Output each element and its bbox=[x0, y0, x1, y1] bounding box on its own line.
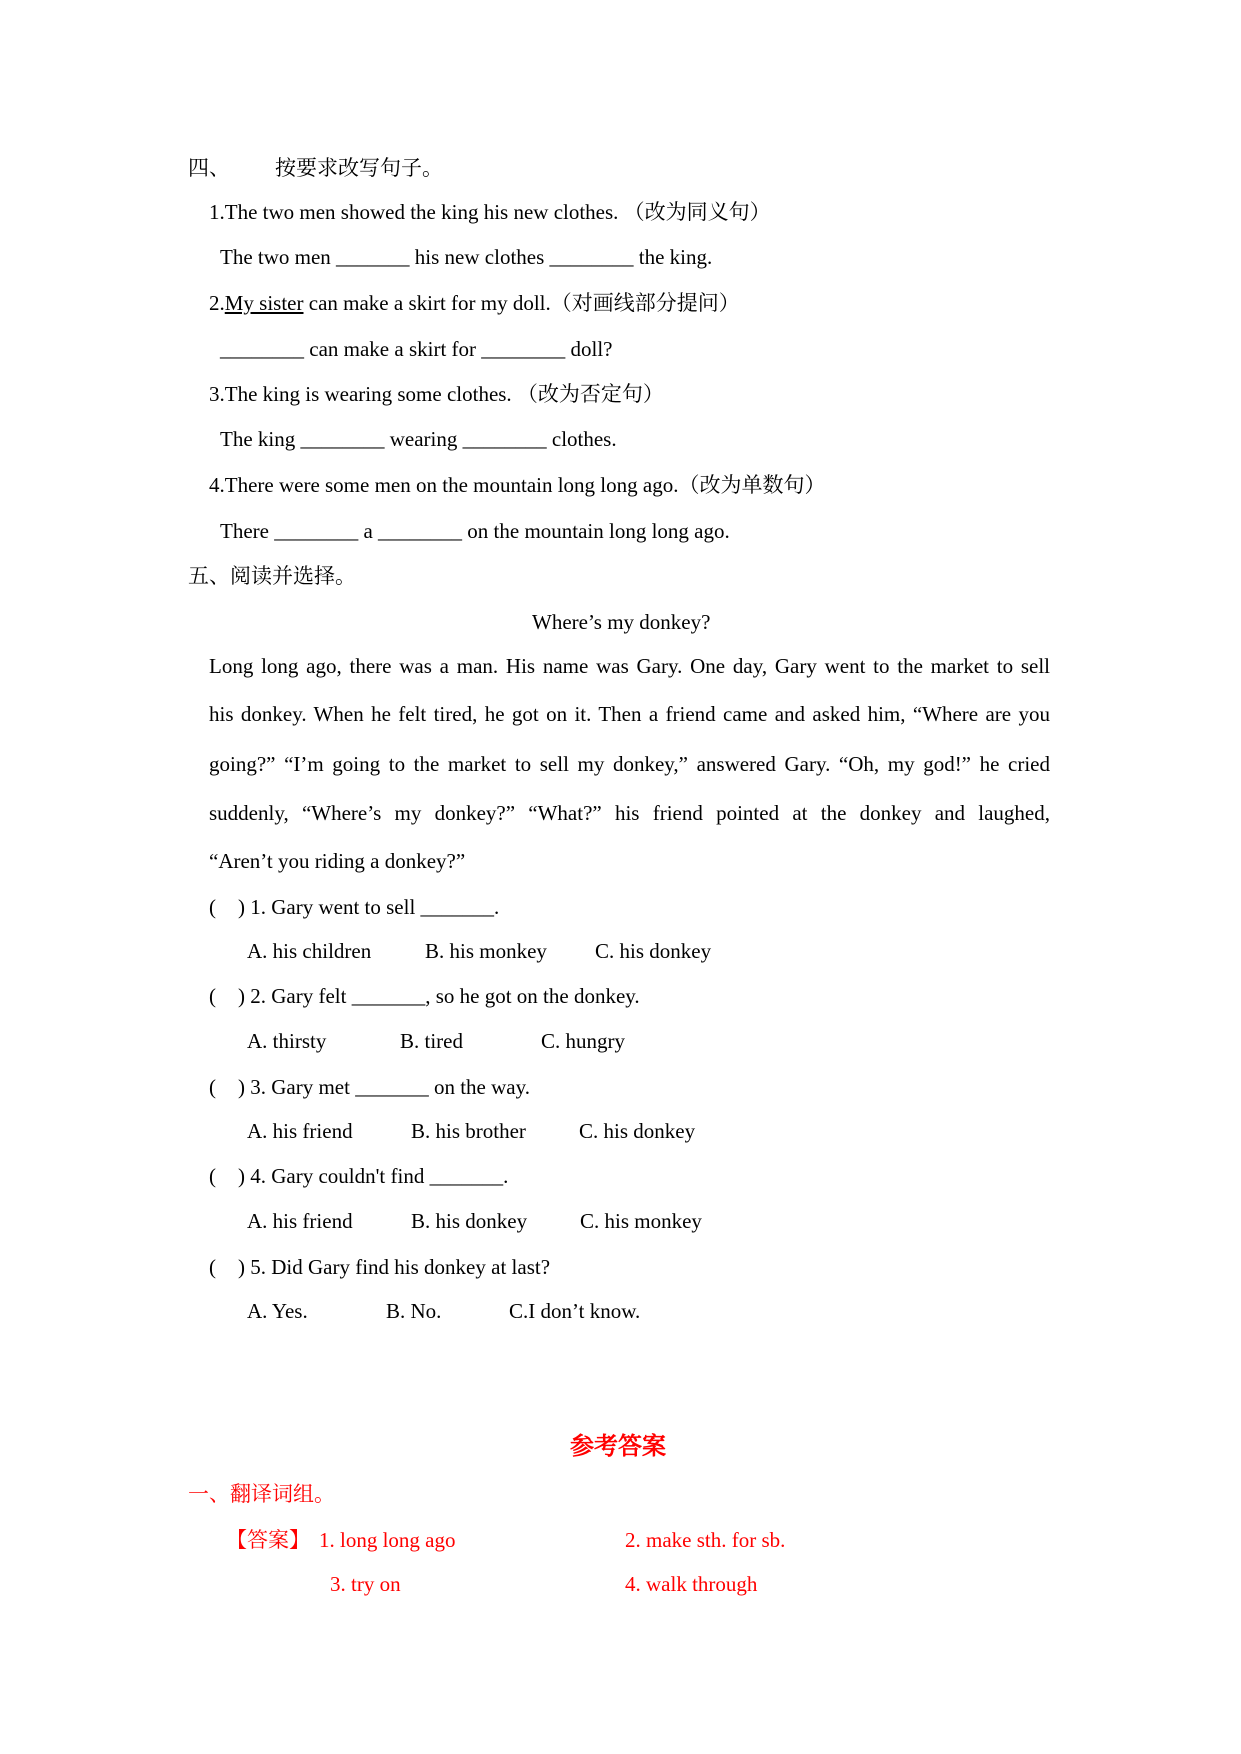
q4-option-a: A. his friend bbox=[247, 1209, 353, 1233]
q4-text: ) 4. Gary couldn't find _______. bbox=[238, 1164, 509, 1188]
q4-option-c: C. his monkey bbox=[580, 1209, 702, 1233]
item4-answer-line: There ________ a ________ on the mountain long long ago. bbox=[220, 519, 730, 543]
item3-question: 3.The king is wearing some clothes. （改为否定句） bbox=[209, 382, 664, 406]
passage-line: suddenly, “Where’s my donkey?” “What?” his friend pointed at the donkey and laughed, bbox=[209, 801, 1050, 825]
q1-paren: ( bbox=[209, 895, 216, 919]
q3-option-b: B. his brother bbox=[411, 1119, 526, 1143]
item4-question: 4.There were some men on the mountain long long ago.（改为单数句） bbox=[209, 473, 826, 497]
q3-option-a: A. his friend bbox=[247, 1119, 353, 1143]
item2-answer-line: ________ can make a skirt for ________ doll? bbox=[220, 337, 613, 361]
passage-line: “Aren’t you riding a donkey?” bbox=[209, 849, 466, 873]
q5-text: ) 5. Did Gary find his donkey at last? bbox=[238, 1255, 551, 1279]
item3-answer-line: The king ________ wearing ________ clothes. bbox=[220, 427, 617, 451]
passage-line: Long long ago, there was a man. His name was Gary. One day, Gary went to the market to sell bbox=[209, 654, 1050, 678]
q2-option-a: A. thirsty bbox=[247, 1029, 327, 1053]
item2-question bbox=[209, 290, 740, 316]
item2-rest: can make a skirt for my doll.（对画线部分提问） bbox=[303, 291, 740, 315]
q1-option-c: C. his donkey bbox=[595, 939, 712, 963]
answer-4: 4. walk through bbox=[625, 1572, 758, 1596]
answer-1: 1. long long ago bbox=[319, 1528, 456, 1552]
passage-line: his donkey. When he felt tired, he got on it. Then a friend came and asked him, “Where are you bbox=[209, 702, 1050, 726]
passage-line: going?” “I’m going to the market to sell my donkey,” answered Gary. “Oh, my god!” he cried bbox=[209, 752, 1050, 776]
answer-3: 3. try on bbox=[330, 1572, 401, 1596]
q3-text: ) 3. Gary met _______ on the way. bbox=[238, 1075, 530, 1099]
q5-option-a: A. Yes. bbox=[247, 1299, 308, 1323]
q3-option-c: C. his donkey bbox=[579, 1119, 696, 1143]
q1-option-a: A. his children bbox=[247, 939, 372, 963]
answers-title: 参考答案 bbox=[570, 1434, 666, 1460]
q2-option-c: C. hungry bbox=[541, 1029, 625, 1053]
answer-2: 2. make sth. for sb. bbox=[625, 1528, 786, 1552]
passage-title: Where’s my donkey? bbox=[532, 610, 711, 634]
q1-option-b: B. his monkey bbox=[425, 939, 547, 963]
q5-paren: ( bbox=[209, 1255, 216, 1279]
item2-underlined: My sister bbox=[224, 291, 304, 315]
q4-paren: ( bbox=[209, 1164, 216, 1188]
section5-heading: 五、阅读并选择。 bbox=[188, 564, 356, 588]
section4-number: 四、 bbox=[188, 156, 230, 180]
answers-label: 【答案】 bbox=[226, 1528, 310, 1552]
section4-heading: 按要求改写句子。 bbox=[275, 156, 443, 180]
item1-answer-line: The two men _______ his new clothes ________ the king. bbox=[220, 245, 713, 269]
q2-option-b: B. tired bbox=[400, 1029, 463, 1053]
q4-option-b: B. his donkey bbox=[411, 1209, 528, 1233]
q2-text: ) 2. Gary felt _______, so he got on the donkey. bbox=[238, 984, 640, 1008]
q3-paren: ( bbox=[209, 1075, 216, 1099]
item1-question: 1.The two men showed the king his new clothes. （改为同义句） bbox=[209, 200, 771, 224]
item2-num: 2. bbox=[209, 291, 225, 315]
q2-paren: ( bbox=[209, 984, 216, 1008]
q5-option-c: C.I don’t know. bbox=[509, 1299, 641, 1323]
q1-text: ) 1. Gary went to sell _______. bbox=[238, 895, 500, 919]
q5-option-b: B. No. bbox=[386, 1299, 442, 1323]
answers-section1-heading: 一、翻译词组。 bbox=[188, 1482, 335, 1506]
